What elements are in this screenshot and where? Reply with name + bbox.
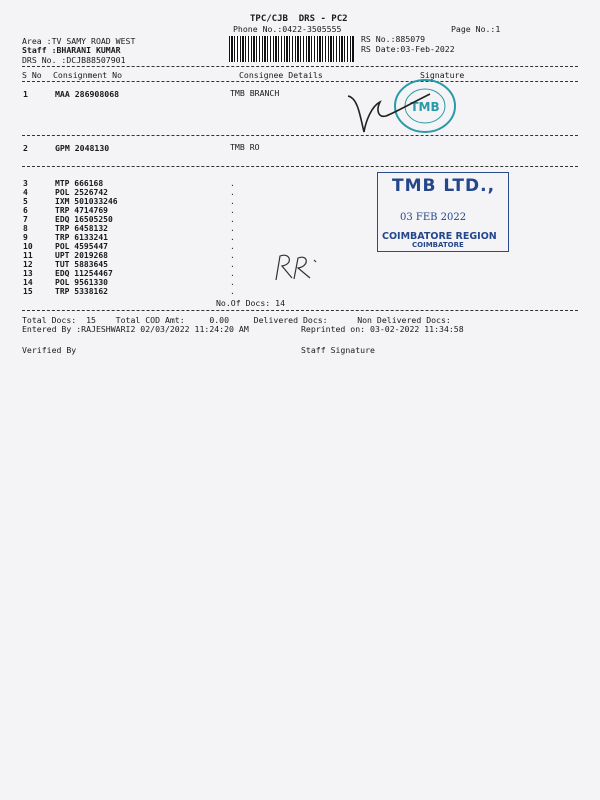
row-dot: . [230, 269, 235, 278]
row-consignee: TMB BRANCH [230, 88, 280, 98]
divider [22, 166, 578, 167]
drs-number: DRS No. :DCJB88507901 [22, 55, 126, 65]
barcode [229, 36, 354, 62]
no-of-docs: No.Of Docs: 14 [216, 298, 286, 308]
col-header-consignment: Consignment No [53, 70, 123, 80]
staff-signature-label: Staff Signature [301, 345, 375, 355]
row-dot: . [230, 206, 235, 215]
row-sno: 9 [23, 233, 28, 242]
row-dot: . [230, 242, 235, 251]
row-sno: 10 [23, 242, 33, 251]
signature-scribble [346, 76, 432, 138]
row-dot: . [230, 179, 235, 188]
stamp-region: COIMBATORE REGION [382, 231, 497, 242]
row-consignment: TUT 5883645 [55, 260, 108, 269]
row-dot: . [230, 197, 235, 206]
stamp-city: COIMBATORE [412, 241, 464, 249]
divider [22, 81, 578, 82]
row-consignment: EDQ 11254467 [55, 269, 113, 278]
row-consignment: GPM 2048130 [55, 143, 110, 153]
area-label: Area :TV SAMY ROAD WEST [22, 36, 136, 46]
row-sno: 3 [23, 179, 28, 188]
row-sno: 11 [23, 251, 33, 260]
row-sno: 8 [23, 224, 28, 233]
row-sno: 6 [23, 206, 28, 215]
row-consignment: EDQ 16505250 [55, 215, 113, 224]
col-header-sno: S No [22, 70, 42, 80]
row-sno: 12 [23, 260, 33, 269]
staff-label: Staff :BHARANI KUMAR [22, 45, 121, 55]
row-consignment: TRP 6458132 [55, 224, 108, 233]
row-sno: 14 [23, 278, 33, 287]
totals-line: Total Docs: 15 Total COD Amt: 0.00 Delivered Docs: Non Delivered Docs: [22, 315, 451, 325]
tmb-office-stamp [377, 172, 509, 252]
row-dot: . [230, 260, 235, 269]
row-sno: 7 [23, 215, 28, 224]
row-sno: 13 [23, 269, 33, 278]
row-consignment: TRP 4714769 [55, 206, 108, 215]
drs-title: TPC/CJB DRS - PC2 [250, 14, 348, 24]
row-consignment: TRP 6133241 [55, 233, 108, 242]
verified-by: Verified By [22, 345, 77, 355]
seal-text: TMB [410, 100, 440, 114]
row-dot: . [230, 224, 235, 233]
page-number: Page No.:1 [451, 24, 501, 34]
stamp-brand: TMB LTD., [392, 176, 496, 196]
row-sno: 2 [23, 143, 28, 153]
row-consignment: POL 9561330 [55, 278, 108, 287]
entered-by: Entered By :RAJESHWARI2 02/03/2022 11:24:20 AM [22, 324, 249, 334]
divider [22, 66, 578, 67]
row-dot: . [230, 233, 235, 242]
row-consignment: UPT 2019268 [55, 251, 108, 260]
reprinted-on: Reprinted on: 03-02-2022 11:34:58 [301, 324, 464, 334]
phone-number: Phone No.:0422-3505555 [233, 24, 342, 34]
row-dot: . [230, 287, 235, 296]
row-dot: . [230, 251, 235, 260]
stamp-date: 03 FEB 2022 [400, 212, 467, 223]
divider [22, 310, 578, 311]
row-consignee: TMB RO [230, 142, 260, 152]
row-consignment: IXM 501033246 [55, 197, 118, 206]
col-header-signature: Signature [420, 70, 465, 80]
row-dot: . [230, 188, 235, 197]
rs-date: RS Date:03-Feb-2022 [361, 44, 455, 54]
row-consignment: MTP 666168 [55, 179, 104, 188]
row-consignment: TRP 5338162 [55, 287, 108, 296]
row-consignment: MAA 286908068 [55, 89, 120, 99]
row-sno: 5 [23, 197, 28, 206]
row-dot: . [230, 278, 235, 287]
initials-handwritten [270, 250, 320, 284]
row-dot: . [230, 215, 235, 224]
row-sno: 4 [23, 188, 28, 197]
row-sno: 1 [23, 89, 28, 99]
row-consignment: POL 4595447 [55, 242, 108, 251]
divider [22, 135, 578, 136]
row-consignment: POL 2526742 [55, 188, 108, 197]
row-sno: 15 [23, 287, 33, 296]
rs-number: RS No.:885079 [361, 34, 426, 44]
col-header-consignee: Consignee Details [239, 70, 323, 80]
